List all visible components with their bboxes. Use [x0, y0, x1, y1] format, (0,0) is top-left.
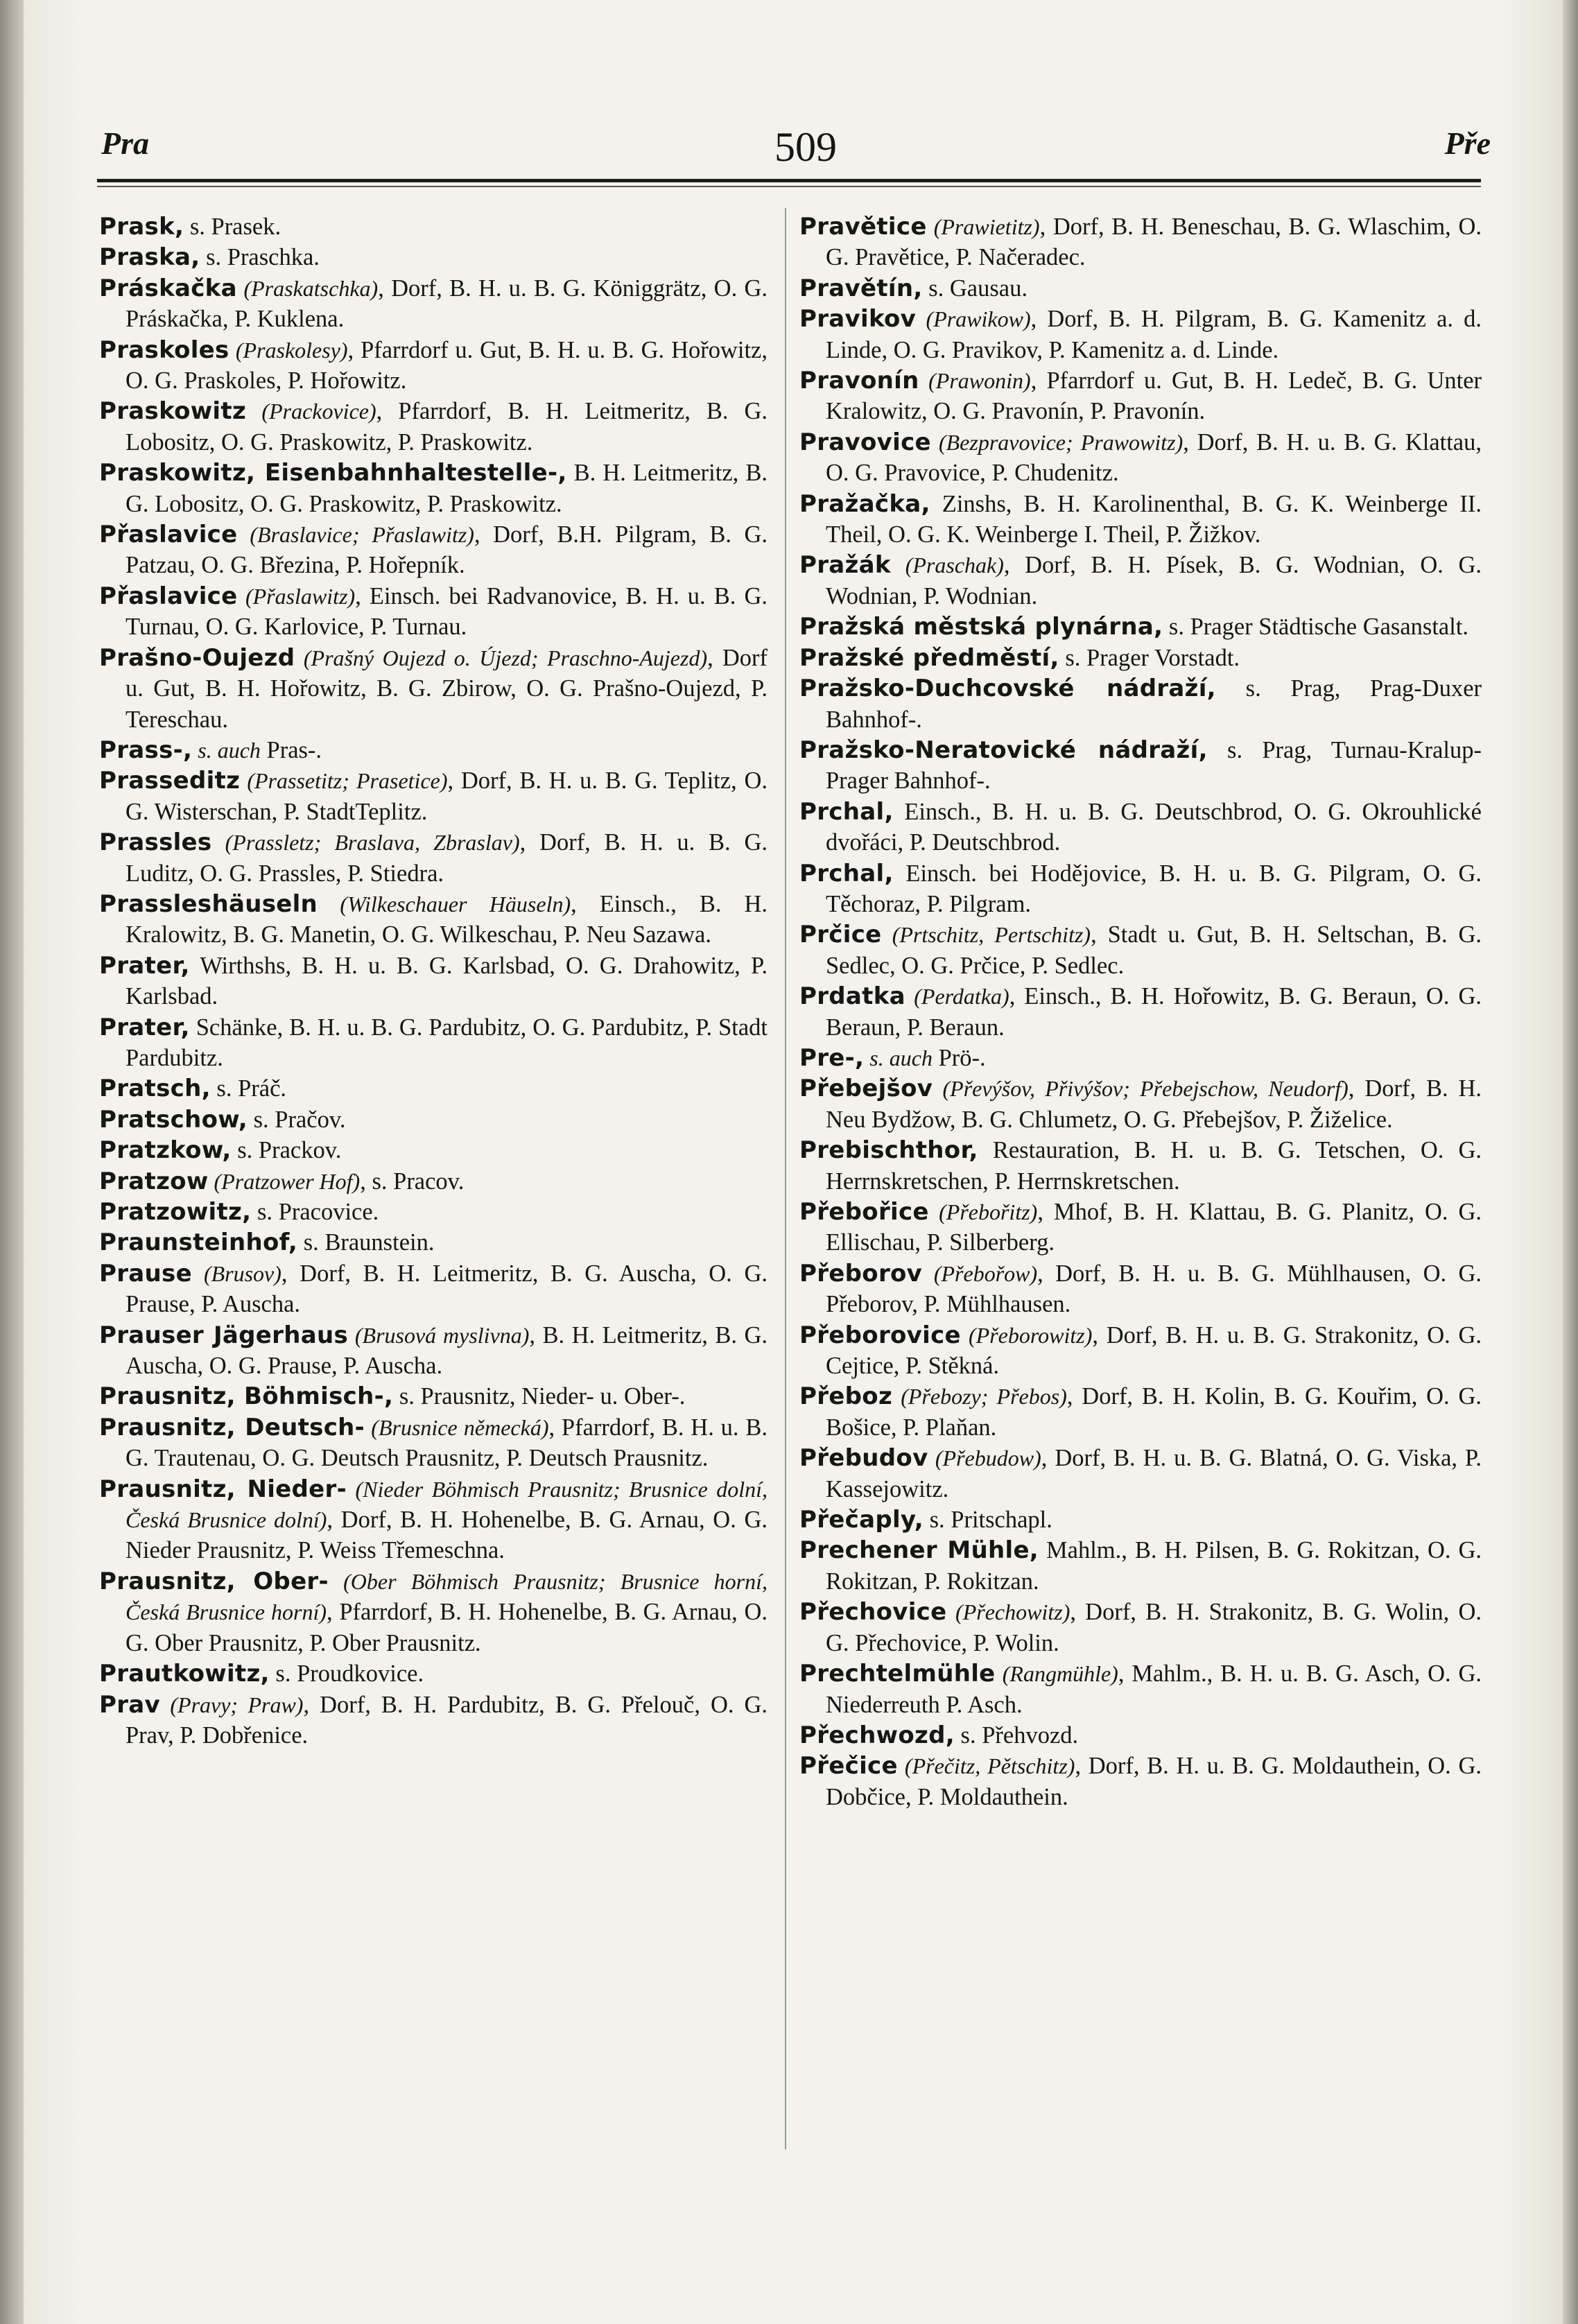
right-column	[799, 211, 1482, 1812]
entry-variant: (Přebudow)	[928, 1446, 1041, 1471]
entry-variant: (Brusov)	[191, 1260, 281, 1286]
entry-variant: (Nieder Böhmisch Prausnitz; Brusnice dolní, Česká Brusnice dolní)	[125, 1476, 768, 1533]
gazetteer-entry	[799, 427, 1482, 489]
entry-text: s. Braunstein.	[297, 1229, 435, 1256]
entry-text: , Dorf, B. H. Strakonitz, B. G. Wolin, O. G. Přechovice, P. Wolin.	[826, 1599, 1482, 1656]
column-divider	[785, 208, 786, 2149]
scan-edge-right	[1563, 0, 1578, 2324]
gazetteer-entry	[799, 1443, 1482, 1504]
gazetteer-entry	[799, 304, 1482, 365]
entry-text: , Stadt u. Gut, B. H. Seltschan, B. G. Sedlec, O. G. Prčice, P. Sedlec.	[826, 921, 1482, 979]
entry-variant: (Přechowitz)	[946, 1599, 1070, 1625]
entry-headword: Prav	[99, 1690, 160, 1719]
gazetteer-entry	[799, 365, 1482, 427]
gazetteer-entry	[799, 612, 1482, 642]
entry-text: Einsch. bei Hodějovice, B. H. u. B. G. Pilgram, O. G. Těchoraz, P. Pilgram.	[826, 860, 1482, 917]
entry-headword: Přečaply,	[799, 1506, 924, 1534]
entry-text: , Dorf, B. H. Pilgram, B. G. Kamenitz a. d. Linde, O. G. Pravikov, P. Kamenitz a. d. Linde.	[826, 306, 1482, 363]
entry-headword: Pražák	[799, 551, 891, 580]
entry-headword: Pre-,	[799, 1043, 865, 1072]
entry-text: s. Pračov.	[248, 1106, 346, 1133]
gazetteer-entry	[799, 919, 1482, 981]
gazetteer-entry	[99, 1412, 768, 1474]
gazetteer-entry	[799, 273, 1482, 304]
entry-text: , Dorf, B. H. Hohenelbe, B. G. Arnau, O. G. Nieder Prausnitz, P. Weiss Třemeschna.	[125, 1507, 768, 1564]
gazetteer-entry	[99, 242, 768, 272]
entry-variant: (Ober Böhmisch Prausnitz; Brusnice horní, Česká Brusnice horní)	[125, 1568, 768, 1625]
entry-text: , Dorf, B. H. u. B. G. Luditz, O. G. Prassles, P. Stiedra.	[125, 829, 768, 887]
entry-headword: Pravovice	[799, 428, 931, 456]
entry-headword: Praskowitz, Eisenbahnhaltestelle-,	[99, 459, 567, 487]
entry-headword: Prause	[99, 1259, 192, 1287]
entry-headword: Přeborov	[799, 1259, 923, 1287]
entry-headword: Prausnitz, Ober-	[99, 1567, 329, 1595]
entry-text: , Dorf, B. H. Neu Bydžow, B. G. Chlumetz, O. G. Přebejšov, P. Žiželice.	[826, 1075, 1482, 1133]
entry-variant: (Bezpravovice; Prawowitz)	[930, 429, 1184, 455]
gazetteer-entry	[99, 1320, 768, 1382]
entry-headword: Prausnitz, Deutsch-	[99, 1413, 365, 1441]
entry-headword: Přechovice	[799, 1598, 947, 1627]
entry-text: , Dorf, B. H. u. B. G. Königgrätz, O. G. Práskačka, P. Kuklena.	[125, 275, 768, 333]
entry-variant: (Braslavice; Přaslawitz)	[237, 522, 474, 548]
gazetteer-entry	[799, 1535, 1482, 1597]
entry-text: s. Prackov.	[231, 1137, 342, 1164]
gazetteer-entry	[99, 273, 768, 335]
entry-variant: (Přebozy; Přebos)	[892, 1384, 1067, 1410]
entry-text: , s. Pracov.	[360, 1168, 465, 1195]
gazetteer-entry	[99, 396, 768, 458]
gazetteer-entry	[99, 1012, 768, 1074]
entry-headword: Přebudov	[799, 1444, 928, 1473]
gazetteer-entry	[99, 889, 768, 951]
entry-text: , Dorf, B. H. Beneschau, B. G. Wlaschim, O. G. Pravětice, P. Načeradec.	[826, 214, 1482, 271]
entry-variant: (Převýšov, Přivýšov; Přebejschow, Neudorf)	[933, 1076, 1349, 1102]
gazetteer-entry	[99, 1073, 768, 1104]
gazetteer-entry	[99, 1197, 768, 1227]
entry-variant: (Praskatschka)	[236, 275, 379, 301]
entry-text: , Pfarrdorf, B. H. Hohenelbe, B. G. Arnau, O. G. Ober Prausnitz, P. Ober Prausnitz.	[125, 1599, 768, 1656]
gazetteer-entry	[99, 951, 768, 1012]
entry-variant: (Brusová myslivna)	[348, 1322, 530, 1348]
entry-variant: (Wilkeschauer Häuseln)	[318, 891, 571, 917]
gazetteer-entry	[799, 1135, 1482, 1197]
entry-headword: Přebořice	[799, 1198, 929, 1226]
entry-variant: (Přeborowitz)	[960, 1322, 1093, 1348]
gazetteer-entry	[99, 1104, 768, 1135]
entry-text: s. Práč.	[210, 1075, 287, 1102]
running-head-left: Pra	[101, 125, 149, 161]
entry-text: , Dorf, B. H. u. B. G. Moldauthein, O. G. Dobčice, P. Moldauthein.	[826, 1753, 1482, 1810]
entry-headword: Prassles	[99, 829, 212, 857]
entry-text: s. Prag, Turnau-Kralup-Prager Bahnhof-.	[826, 736, 1482, 795]
entry-headword: Pratzow	[99, 1167, 209, 1195]
entry-variant: (Perdatka)	[905, 984, 1009, 1009]
gazetteer-entry	[799, 673, 1482, 735]
entry-headword: Pražské předměstí,	[799, 643, 1059, 672]
entry-headword: Praunsteinhof,	[99, 1229, 298, 1257]
gazetteer-entry	[99, 1258, 768, 1320]
entry-headword: Prater,	[99, 951, 190, 980]
entry-headword: Prassleshäuseln	[99, 890, 318, 918]
entry-headword: Pravětice	[799, 213, 927, 241]
entry-text: , Dorf, B. H. Pardubitz, B. G. Přelouč, O. G. Prav, P. Dobřenice.	[125, 1691, 768, 1749]
entry-headword: Prausnitz, Nieder-	[99, 1475, 347, 1503]
entry-text: s. Prausnitz, Nieder- u. Ober-.	[393, 1383, 686, 1410]
gazetteer-entry	[99, 1690, 768, 1751]
entry-headword: Prchal,	[799, 797, 894, 826]
entry-text: s. Prasek.	[184, 214, 281, 240]
entry-headword: Prautkowitz,	[99, 1660, 270, 1688]
entry-text: , Pfarrdorf, B. H. Leitmeritz, B. G. Lobositz, O. G. Praskowitz, P. Praskowitz.	[125, 398, 768, 456]
entry-headword: Prask,	[99, 213, 184, 241]
entry-headword: Prchal,	[799, 859, 894, 887]
entry-variant: (Prawietitz)	[926, 214, 1040, 239]
gazetteer-entry	[799, 797, 1482, 858]
entry-variant: (Pravy; Praw)	[160, 1692, 304, 1717]
entry-text: , Dorf, B. H. u. B. G. Klattau, O. G. Pravovice, P. Chudenitz.	[826, 428, 1482, 487]
gazetteer-entry	[99, 211, 768, 242]
entry-headword: Prebischthor,	[799, 1136, 978, 1165]
entry-text: s. Praschka.	[200, 244, 320, 271]
entry-headword: Pravikov	[799, 305, 917, 333]
entry-text: , Dorf, B. H. u. B. G. Mühlhausen, O. G. Přeborov, P. Mühlhausen.	[826, 1260, 1482, 1318]
gazetteer-entry	[799, 735, 1482, 797]
gazetteer-entry	[99, 827, 768, 889]
entry-variant: (Prawonin)	[919, 368, 1031, 394]
entry-text: , Dorf, B. H. u. B. G. Strakonitz, O. G. Cejtice, P. Stěkná.	[826, 1321, 1482, 1380]
entry-text: , Pfarrdorf u. Gut, B. H. u. B. G. Hořowitz, O. G. Praskoles, P. Hořowitz.	[125, 336, 768, 394]
gazetteer-entry	[799, 981, 1482, 1043]
entry-text: s. Prag, Prag-Duxer Bahnhof-.	[826, 675, 1482, 733]
gazetteer-entry	[99, 519, 768, 581]
entry-headword: Pražačka,	[799, 489, 930, 518]
header-rule-thin	[97, 186, 1481, 187]
entry-text: B. H. Leitmeritz, B. G. Lobositz, O. G. Praskowitz, P. Praskowitz.	[125, 460, 768, 517]
entry-headword: Přaslavice	[99, 521, 238, 549]
entry-text: Schänke, B. H. u. B. G. Pardubitz, O. G. Pardubitz, P. Stadt Pardubitz.	[125, 1014, 768, 1071]
entry-text: Einsch., B. H. u. B. G. Deutschbrod, O. G. Okrouhlické dvořáci, P. Deutschbrod.	[826, 798, 1482, 856]
entry-headword: Přeborovice	[799, 1321, 961, 1349]
entry-text: , B. H. Leitmeritz, B. G. Auscha, O. G. Prause, P. Auscha.	[125, 1321, 768, 1380]
entry-headword: Pražsko-Neratovické nádraží,	[799, 736, 1208, 764]
entry-headword: Prčice	[799, 921, 882, 949]
entry-text: , Pfarrdorf u. Gut, B. H. Ledeč, B. G. Unter Kralowitz, O. G. Pravonín, P. Pravonín.	[826, 367, 1482, 425]
entry-headword: Prater,	[99, 1013, 190, 1041]
gazetteer-entry	[799, 489, 1482, 550]
entry-variant: s. auch	[864, 1045, 933, 1070]
gazetteer-entry	[99, 1474, 768, 1566]
gazetteer-entry	[799, 1320, 1482, 1382]
entry-headword: Pratschow,	[99, 1105, 248, 1134]
entry-variant: (Rangmühle)	[995, 1661, 1118, 1687]
entry-text: , Mhof, B. H. Klattau, B. G. Planitz, O. G. Ellischau, P. Silberberg.	[826, 1199, 1482, 1256]
gazetteer-entry	[799, 858, 1482, 920]
entry-text: , Dorf, B. H. u. B. G. Blatná, O. G. Viska, P. Kassejowitz.	[826, 1445, 1482, 1502]
gazetteer-entry	[799, 1720, 1482, 1751]
entry-variant: (Prassetitz; Prasetice)	[240, 768, 448, 794]
gazetteer-entry	[99, 1658, 768, 1689]
entry-text: s. Přehvozd.	[954, 1722, 1079, 1749]
entry-headword: Přechwozd,	[799, 1721, 955, 1749]
gazetteer-entry	[799, 1504, 1482, 1535]
gazetteer-entry	[99, 1135, 768, 1165]
entry-variant: (Prackovice)	[246, 399, 376, 424]
entry-headword: Práskačka	[99, 274, 237, 302]
entry-headword: Pratzkow,	[99, 1136, 232, 1165]
gazetteer-entry	[99, 581, 768, 643]
entry-headword: Pratsch,	[99, 1075, 211, 1103]
entry-variant: (Praskolesy)	[229, 337, 348, 363]
gazetteer-entry	[99, 643, 768, 735]
gazetteer-entry	[99, 1166, 768, 1197]
gazetteer-entry	[99, 1566, 768, 1658]
entry-text: s. Proudkovice.	[269, 1660, 424, 1688]
entry-text: s. Prager Vorstadt.	[1059, 644, 1240, 671]
entry-headword: Praskoles	[99, 336, 229, 364]
entry-variant: (Prašný Oujezd o. Újezd; Praschno-Aujezd)	[295, 645, 708, 670]
entry-text: , Dorf, B. H. u. B. G. Teplitz, O. G. Wisterschan, P. StadtTeplitz.	[125, 768, 768, 825]
gazetteer-entry	[799, 1381, 1482, 1443]
gazetteer-entry	[799, 550, 1482, 612]
entry-headword: Prašno-Oujezd	[99, 643, 295, 672]
gazetteer-entry	[799, 643, 1482, 673]
entry-text: , Einsch., B. H. Kralowitz, B. G. Manetin, O. G. Wilkeschau, P. Neu Sazawa.	[125, 890, 768, 948]
entry-variant: s. auch	[192, 737, 261, 763]
gazetteer-entry	[99, 735, 768, 765]
entry-headword: Prauser Jägerhaus	[99, 1321, 349, 1349]
entry-text: , Dorf, B. H. Kolin, B. G. Kouřim, O. G. Bošice, P. Plaňan.	[826, 1383, 1482, 1441]
page-number: 509	[774, 124, 837, 170]
gazetteer-entry	[799, 1258, 1482, 1320]
entry-text: , Mahlm., B. H. u. B. G. Asch, O. G. Niederreuth P. Asch.	[826, 1660, 1482, 1718]
entry-text: s. Pracovice.	[251, 1199, 379, 1225]
entry-text: Zinshs, B. H. Karolinenthal, B. G. K. Weinberge II. Theil, O. G. K. Weinberge I. Theil, P. Žižkov.	[826, 490, 1482, 548]
entry-text: Mahlm., B. H. Pilsen, B. G. Rokitzan, O. G. Rokitzan, P. Rokitzan.	[826, 1537, 1482, 1595]
entry-headword: Prdatka	[799, 982, 905, 1011]
entry-headword: Praskowitz	[99, 397, 247, 426]
entry-headword: Prass-,	[99, 736, 193, 764]
entry-headword: Praska,	[99, 243, 200, 272]
entry-variant: (Přebořitz)	[928, 1199, 1038, 1224]
entry-text: Restauration, B. H. u. B. G. Tetschen, O. G. Herrnskretschen, P. Herrnskretschen.	[826, 1137, 1482, 1195]
entry-text: , Einsch. bei Radvanovice, B. H. u. B. G. Turnau, O. G. Karlovice, P. Turnau.	[125, 582, 768, 641]
entry-variant: (Prawikow)	[916, 306, 1031, 332]
gazetteer-entry	[799, 211, 1482, 273]
entry-headword: Pravětín,	[799, 274, 923, 302]
gazetteer-entry	[99, 335, 768, 397]
entry-text: , Dorf, B.H. Pilgram, B. G. Patzau, O. G. Březina, P. Hořepník.	[125, 521, 768, 579]
entry-text: s. Pritschapl.	[923, 1507, 1052, 1534]
header-rule	[97, 179, 1481, 182]
scan-edge-left	[0, 0, 24, 2324]
entry-headword: Prechtelmühle	[799, 1660, 996, 1688]
gazetteer-entry	[99, 765, 768, 827]
gazetteer-entry	[799, 1597, 1482, 1658]
left-column	[99, 211, 768, 1751]
entry-headword: Prausnitz, Böhmisch-,	[99, 1382, 394, 1411]
entry-headword: Prechener Mühle,	[799, 1536, 1039, 1565]
gazetteer-entry	[799, 1197, 1482, 1258]
entry-variant: (Prtschitz, Pertschitz)	[881, 922, 1091, 948]
gazetteer-entry	[799, 1043, 1482, 1073]
gazetteer-entry	[799, 1751, 1482, 1812]
entry-text: Prö-.	[932, 1044, 986, 1071]
entry-variant: (Brusnice německá)	[365, 1414, 549, 1440]
entry-headword: Pratzowitz,	[99, 1198, 252, 1226]
entry-text: , Dorf, B. H. Leitmeritz, B. G. Auscha, O. G. Prause, P. Auscha.	[125, 1260, 768, 1318]
entry-headword: Pravonín	[799, 367, 919, 395]
gazetteer-entry	[799, 1658, 1482, 1720]
entry-headword: Přeboz	[799, 1382, 893, 1411]
gazetteer-entry	[799, 1073, 1482, 1135]
entry-text: , Einsch., B. H. Hořowitz, B. G. Beraun, O. G. Beraun, P. Beraun.	[826, 983, 1482, 1041]
entry-headword: Pražská městská plynárna,	[799, 613, 1163, 641]
entry-text: Pras-.	[260, 736, 322, 763]
entry-text: , Dorf, B. H. Písek, B. G. Wodnian, O. G. Wodnian, P. Wodnian.	[826, 552, 1482, 609]
entry-headword: Přebejšov	[799, 1075, 933, 1103]
entry-variant: (Přaslawitz)	[237, 583, 356, 609]
entry-variant: (Prassletz; Braslava, Zbraslav)	[211, 830, 520, 856]
entry-variant: (Praschak)	[890, 553, 1004, 578]
entry-text: Wirthshs, B. H. u. B. G. Karlsbad, O. G. Drahowitz, P. Karlsbad.	[125, 952, 768, 1010]
entry-variant: (Přečitz, Pětschitz)	[897, 1753, 1075, 1779]
entry-headword: Přaslavice	[99, 582, 238, 610]
gazetteer-entry	[99, 1227, 768, 1258]
entry-variant: (Přebořow)	[922, 1260, 1038, 1286]
running-head-right: Pře	[1444, 125, 1491, 161]
entry-headword: Přečice	[799, 1752, 898, 1780]
gazetteer-entry	[99, 458, 768, 519]
entry-variant: (Pratzower Hof)	[208, 1168, 361, 1194]
entry-text: , Pfarrdorf, B. H. u. B. G. Trautenau, O. G. Deutsch Prausnitz, P. Deutsch Prausnitz.	[125, 1414, 768, 1472]
entry-text: s. Gausau.	[922, 275, 1028, 302]
gazetteer-entry	[99, 1381, 768, 1412]
entry-text: s. Prager Städtische Gasanstalt.	[1163, 614, 1469, 641]
entry-headword: Pražsko-Duchcovské nádraží,	[799, 675, 1216, 703]
entry-headword: Prasseditz	[99, 767, 241, 795]
entry-text: , Dorf u. Gut, B. H. Hořowitz, B. G. Zbirow, O. G. Prašno-Oujezd, P. Tereschau.	[125, 644, 768, 733]
